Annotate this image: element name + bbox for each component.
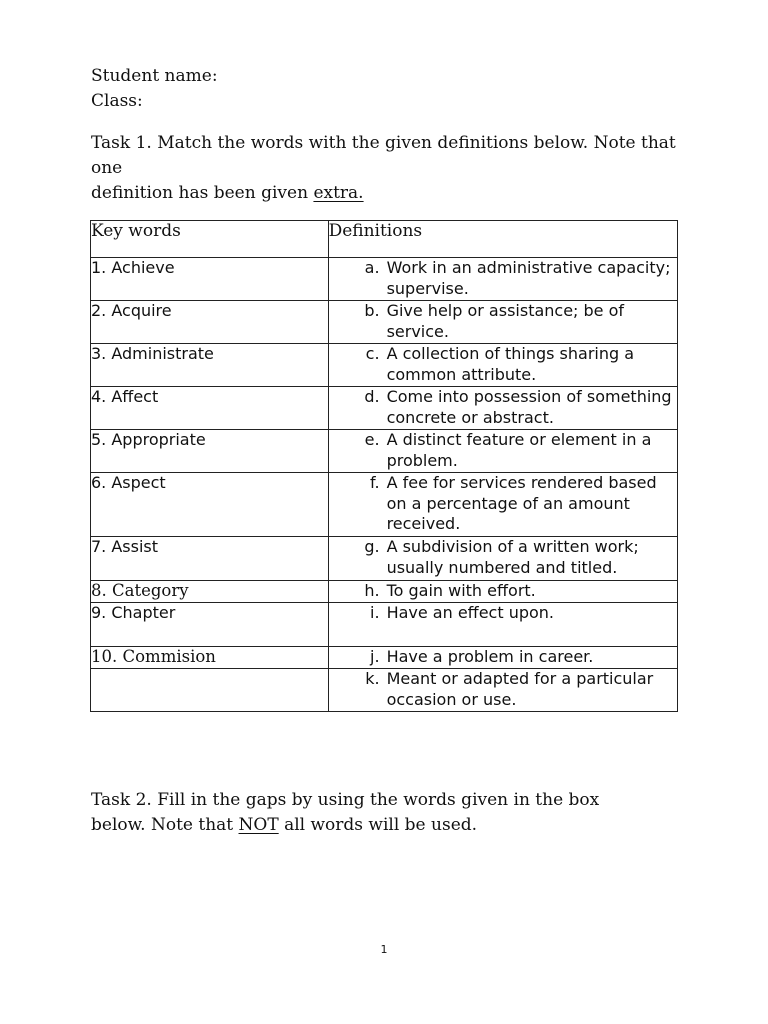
definition-text: Have an effect upon. bbox=[386, 603, 555, 622]
table-row bbox=[91, 537, 678, 581]
key-word: 1. Achieve bbox=[91, 258, 329, 301]
definition-cell bbox=[328, 301, 677, 344]
definition-cell bbox=[328, 258, 677, 301]
definition-letter: h. bbox=[364, 581, 380, 600]
definition-letter: i. bbox=[370, 603, 380, 622]
table-row bbox=[91, 301, 678, 344]
definition-cell bbox=[328, 537, 677, 581]
table-row bbox=[91, 603, 678, 647]
key-word: 9. Chapter bbox=[91, 603, 329, 647]
key-word: 6. Aspect bbox=[91, 473, 329, 537]
page-number: 1 bbox=[380, 943, 388, 956]
definition-text: To gain with effort. bbox=[386, 581, 536, 600]
key-word: 2. Acquire bbox=[91, 301, 329, 344]
task1-extra-word: extra. bbox=[313, 183, 364, 203]
definition-text: Come into possession of something concrete or abstract. bbox=[386, 387, 672, 427]
matching-table bbox=[90, 220, 678, 712]
definition-text: Give help or assistance; be of service. bbox=[386, 301, 625, 341]
key-word: 7. Assist bbox=[91, 537, 329, 581]
task1-line2-text: definition has been given bbox=[91, 183, 314, 203]
task2-not-word: NOT bbox=[238, 815, 279, 835]
table-row bbox=[91, 581, 678, 603]
key-word: 3. Administrate bbox=[91, 344, 329, 387]
task2-line2 bbox=[91, 813, 691, 838]
key-word: 8. Category bbox=[91, 581, 329, 603]
task1-line1: Task 1. Match the words with the given definitions below. Note that one bbox=[91, 133, 676, 178]
table-row bbox=[91, 258, 678, 301]
definition-cell bbox=[328, 430, 677, 473]
table-row bbox=[91, 387, 678, 430]
task2-instructions bbox=[91, 788, 691, 838]
header-definitions: Definitions bbox=[328, 221, 677, 258]
definition-letter: e. bbox=[364, 430, 380, 449]
class-label: Class: bbox=[91, 91, 143, 111]
key-word: 10. Commision bbox=[91, 647, 329, 669]
definition-letter: g. bbox=[364, 537, 380, 556]
task2-line2-prefix: below. Note that bbox=[91, 815, 239, 835]
header-key-words: Key words bbox=[91, 221, 329, 258]
definition-letter: j. bbox=[370, 647, 380, 666]
definition-cell bbox=[328, 603, 677, 647]
definition-text: Work in an administrative capacity; supervise. bbox=[386, 258, 671, 298]
table-header-row bbox=[91, 221, 678, 258]
student-info bbox=[91, 64, 218, 114]
table-row bbox=[91, 430, 678, 473]
definition-text: A fee for services rendered based on a percentage of an amount received. bbox=[386, 473, 657, 533]
definition-letter: k. bbox=[365, 669, 380, 688]
definition-cell bbox=[328, 669, 677, 712]
table-row bbox=[91, 669, 678, 712]
student-name-label: Student name: bbox=[91, 66, 218, 86]
definition-text: A distinct feature or element in a problem. bbox=[386, 430, 652, 470]
definition-letter: a. bbox=[364, 258, 380, 277]
table-row bbox=[91, 473, 678, 537]
task1-instructions bbox=[91, 131, 691, 206]
definition-letter: d. bbox=[364, 387, 380, 406]
definition-cell bbox=[328, 387, 677, 430]
task2-line1: Task 2. Fill in the gaps by using the words given in the box bbox=[91, 790, 600, 810]
table-row bbox=[91, 647, 678, 669]
definition-cell bbox=[328, 344, 677, 387]
definition-text: Have a problem in career. bbox=[386, 647, 594, 666]
task1-line2 bbox=[91, 181, 691, 206]
key-word: 5. Appropriate bbox=[91, 430, 329, 473]
definition-text: Meant or adapted for a particular occasion or use. bbox=[386, 669, 654, 709]
key-word: 4. Affect bbox=[91, 387, 329, 430]
definition-cell bbox=[328, 473, 677, 537]
definition-cell bbox=[328, 647, 677, 669]
definition-cell bbox=[328, 581, 677, 603]
definition-text: A collection of things sharing a common attribute. bbox=[386, 344, 635, 384]
task2-line2-suffix: all words will be used. bbox=[278, 815, 478, 835]
definition-text: A subdivision of a written work; usually numbered and titled. bbox=[386, 537, 639, 577]
definition-letter: f. bbox=[370, 473, 380, 492]
definition-letter: b. bbox=[364, 301, 380, 320]
table-row bbox=[91, 344, 678, 387]
definition-letter: c. bbox=[365, 344, 380, 363]
key-word bbox=[91, 669, 329, 712]
